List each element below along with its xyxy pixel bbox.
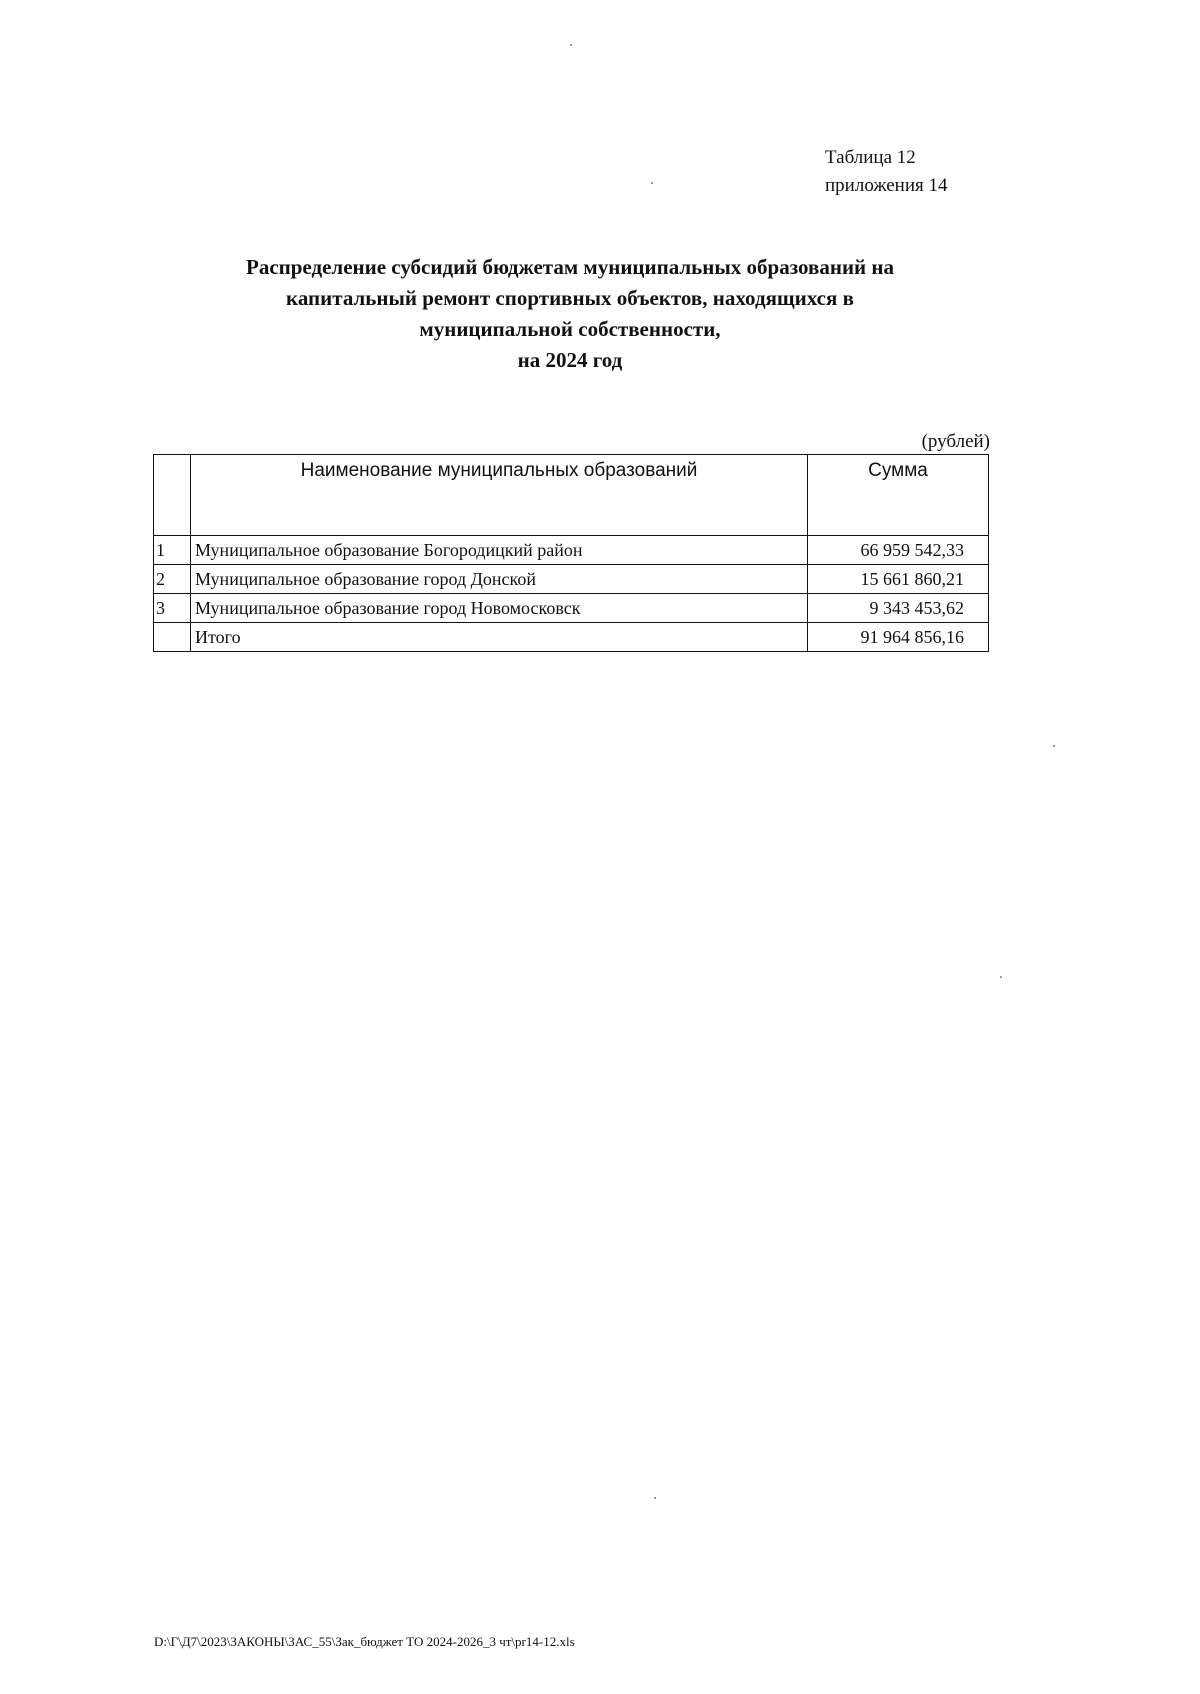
row-sum: 66 959 542,33 [808,536,989,565]
row-number: 1 [154,536,191,565]
total-number [154,623,191,652]
table-row [154,594,989,623]
appendix-number: приложения 14 [825,175,948,196]
row-number: 2 [154,565,191,594]
row-name: Муниципальное образование город Новомосковск [191,594,808,623]
scan-speck [1053,745,1055,747]
total-sum: 91 964 856,16 [808,623,989,652]
scan-speck [651,182,653,184]
header-number [154,455,191,536]
row-sum: 9 343 453,62 [808,594,989,623]
file-path-footer: D:\Г\Д7\2023\ЗАКОНЫ\ЗАС_55\Зак_бюджет ТО 2024-2026_3 чт\pr14-12.xls [154,1634,575,1649]
table-number: Таблица 12 [825,147,916,168]
table-header-row [154,455,989,536]
table-row [154,536,989,565]
title-line-1: Распределение субсидий бюджетам муниципальных образований на [246,255,894,279]
title-line-4: на 2024 год [517,348,623,372]
row-name: Муниципальное образование город Донской [191,565,808,594]
document-title [150,252,990,376]
row-sum: 15 661 860,21 [808,565,989,594]
scan-speck [654,1497,656,1499]
row-name: Муниципальное образование Богородицкий район [191,536,808,565]
header-sum: Сумма [808,455,989,536]
header-name: Наименование муниципальных образований [191,455,808,536]
table-reference [825,144,947,200]
units-label: (рублей) [921,431,990,452]
title-line-2: капитальный ремонт спортивных объектов, находящихся в [286,286,854,310]
total-row [154,623,989,652]
total-label: Итого [191,623,808,652]
scan-speck [1000,976,1002,978]
scan-speck [570,44,572,46]
title-line-3: муниципальной собственности, [419,317,721,341]
table-row [154,565,989,594]
subsidy-table [153,454,989,652]
row-number: 3 [154,594,191,623]
